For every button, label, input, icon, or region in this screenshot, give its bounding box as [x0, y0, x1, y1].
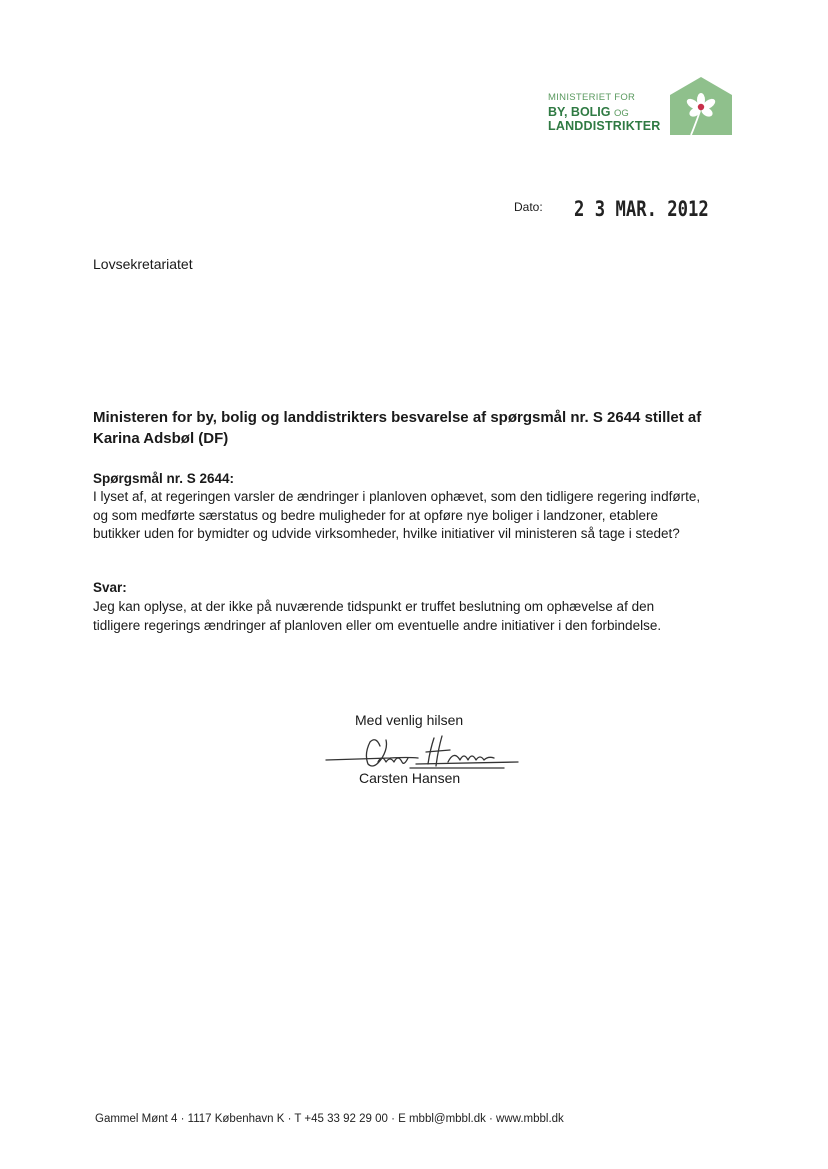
- logo-line-3: LANDDISTRIKTER: [548, 119, 661, 133]
- logo-line-2-suffix: OG: [614, 107, 629, 119]
- recipient: Lovsekretariatet: [93, 256, 193, 272]
- question-heading: Spørgsmål nr. S 2644:: [93, 471, 235, 486]
- question-line: I lyset af, at regeringen varsler de ændringer i planloven ophævet, som den tidligere regering indførte,: [93, 489, 701, 504]
- answer-heading: Svar:: [93, 580, 127, 595]
- question-line: butikker uden for bymidter og udvide virksomheder, hvilke initiativer vil ministeren så tage i stedet?: [93, 526, 680, 541]
- date-stamp: 2 3 MAR. 2012: [574, 197, 709, 221]
- question-body: [93, 488, 753, 544]
- ministry-logo-text: [548, 93, 661, 133]
- answer-line: tidligere regerings ændringer af planloven eller om eventuelle andre initiativer i den forbindelse.: [93, 617, 662, 633]
- document-title: Ministeren for by, bolig og landdistrikters besvarelse af spørgsmål nr. S 2644 stillet af Karina Adsbøl (DF): [93, 409, 702, 447]
- footer-contact: Gammel Mønt 4 · 1117 København K · T +45 33 92 29 00 · E mbbl@mbbl.dk · www.mbbl.dk: [95, 1113, 564, 1125]
- logo-line-1: MINISTERIET FOR: [548, 92, 636, 103]
- logo-line-2-main: BY, BOLIG: [548, 104, 611, 119]
- closing-greeting: Med venlig hilsen: [355, 712, 464, 728]
- logo-line-2: [548, 106, 661, 119]
- question-line: og som medførte særstatus og bedre muligheder for at opføre nye boliger i landzoner, etablere: [93, 507, 659, 523]
- house-flower-logo-icon: [670, 77, 732, 135]
- answer-body: [93, 598, 753, 635]
- date-label: Dato:: [514, 200, 543, 214]
- answer-line: Jeg kan oplyse, at der ikke på nuværende tidspunkt er truffet beslutning om ophævelse af den: [93, 599, 655, 614]
- signer-name: Carsten Hansen: [359, 770, 461, 786]
